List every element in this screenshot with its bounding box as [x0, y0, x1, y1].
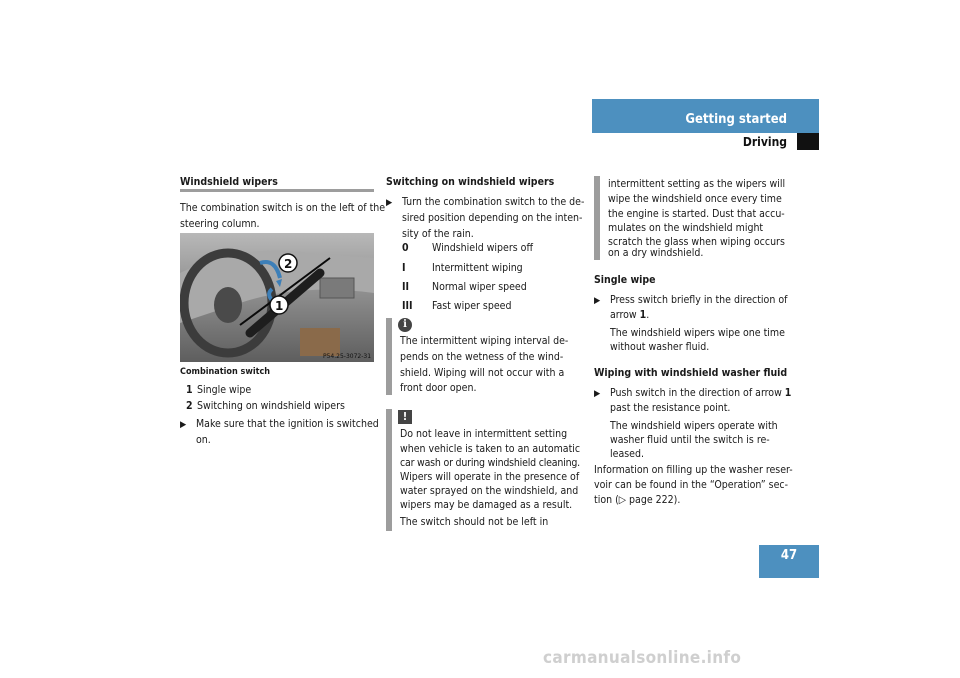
dashboard-illustration — [180, 233, 374, 362]
info-icon: i — [398, 318, 412, 332]
turn-step-line-3: sity of the rain. — [402, 228, 474, 240]
figure-caption: Combination switch — [180, 367, 271, 377]
header-marker — [797, 133, 819, 150]
warning-line-2: when vehicle is taken to an automatic — [400, 443, 581, 455]
ignition-step: ▶ Make sure that the ignition is switched — [180, 416, 379, 433]
bullet-arrow-icon: ▶ — [180, 420, 187, 430]
legend-number: 2 — [186, 400, 193, 412]
single-wipe-result-2: without washer fluid. — [610, 341, 710, 353]
turn-step: ▶ Turn the combination switch to the de- — [386, 194, 584, 211]
washer-result-1: The windshield wipers operate with — [610, 420, 778, 432]
warning-line-7: The switch should not be left in — [400, 516, 549, 528]
intro-line-1: The combination switch is on the left of the — [180, 202, 386, 214]
windshield-wipers-heading: Windshield wipers — [180, 176, 278, 188]
position-fast: III Fast wiper speed — [402, 300, 512, 312]
bullet-arrow-icon: ▶ — [594, 296, 601, 306]
info-line-2: pends on the wetness of the wind- — [400, 351, 564, 363]
warning-icon: ! — [398, 410, 412, 424]
single-wipe-step: ▶ Press switch briefly in the direction of — [594, 292, 787, 309]
watermark: carmanualsonline.info — [543, 648, 742, 668]
warning-continued-bar — [594, 176, 600, 260]
legend-item-2 — [186, 398, 345, 414]
bullet-arrow-icon: ▶ — [386, 198, 393, 208]
washer-result-2: washer fluid until the switch is re- — [610, 434, 770, 446]
single-wipe-heading: Single wipe — [594, 274, 656, 286]
position-off: 0 Windshield wipers off — [402, 242, 533, 254]
washer-heading: Wiping with windshield washer fluid — [594, 367, 788, 379]
subsection-title: Driving — [742, 135, 787, 149]
intro-line-2: steering column. — [180, 218, 260, 230]
ignition-step-line-2: on. — [196, 434, 211, 446]
washer-info-2: voir can be found in the “Operation” sec- — [594, 479, 789, 491]
switching-on-heading: Switching on windshield wipers — [386, 176, 555, 188]
single-wipe-step-line-2: arrow 1. — [610, 309, 650, 321]
turn-step-line-2: sired position depending on the inten- — [402, 212, 583, 224]
legend-text: Switching on windshield wipers — [197, 400, 345, 412]
info-bar — [386, 318, 392, 395]
legend-text: Single wipe — [197, 384, 252, 396]
info-line-4: front door open. — [400, 382, 477, 394]
info-line-1: The intermittent wiping interval de- — [400, 335, 569, 347]
washer-result-3: leased. — [610, 448, 644, 460]
cont-line-2: wipe the windshield once every time — [608, 193, 782, 205]
single-wipe-result-1: The windshield wipers wipe one time — [610, 327, 785, 339]
info-line-3: shield. Wiping will not occur with a — [400, 367, 565, 379]
position-intermittent: I Intermittent wiping — [402, 262, 523, 274]
legend-item-1 — [186, 382, 251, 398]
warning-line-1: Do not leave in intermittent setting — [400, 428, 568, 440]
position-normal: II Normal wiper speed — [402, 281, 527, 293]
legend-number: 1 — [186, 384, 193, 396]
callout-1: 1 — [275, 299, 284, 313]
callout-2: 2 — [284, 257, 293, 271]
heading-rule — [180, 189, 374, 192]
warning-line-3: car wash or during windshield cleaning. — [400, 457, 580, 469]
section-title: Getting started — [685, 112, 787, 127]
washer-step-line-2: past the resistance point. — [610, 402, 731, 414]
cont-line-5: scratch the glass when wiping occurs — [608, 236, 785, 248]
warning-bar — [386, 409, 392, 531]
page-reference-link[interactable]: tion (▷ page 222). — [594, 494, 681, 506]
bullet-arrow-icon: ▶ — [594, 389, 601, 399]
cont-line-1: intermittent setting as the wipers will — [608, 178, 786, 190]
washer-info-1: Information on filling up the washer reser- — [594, 464, 793, 476]
cont-line-3: the engine is started. Dust that accu- — [608, 208, 785, 220]
warning-line-4: Wipers will operate in the presence of — [400, 471, 580, 483]
cont-line-4: mulates on the windshield might — [608, 222, 764, 234]
warning-line-5: water sprayed on the windshield, and — [400, 485, 579, 497]
warning-line-6: wipers may be damaged as a result. — [400, 499, 573, 511]
page-number: 47 — [780, 548, 798, 563]
figure-code: P54.25-3072-31 — [323, 353, 372, 360]
cont-line-6: on a dry windshield. — [608, 247, 704, 259]
combination-switch-photo — [180, 233, 374, 362]
washer-step: ▶ Push switch in the direction of arrow 1 — [594, 385, 791, 402]
